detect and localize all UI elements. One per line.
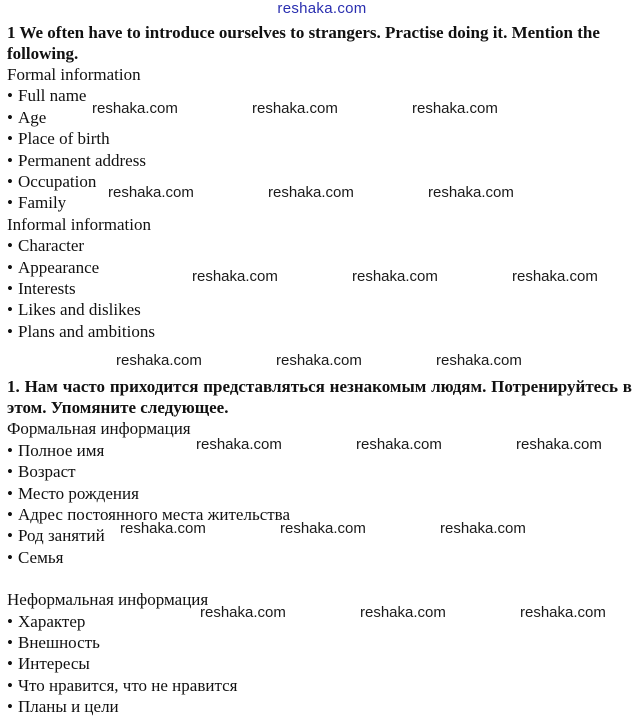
bullet-icon: • xyxy=(7,86,13,106)
bullet-text: Планы и цели xyxy=(18,697,119,717)
bullet-icon: • xyxy=(7,150,13,170)
bullet-item xyxy=(7,547,632,568)
watermark: reshaka.com xyxy=(280,520,366,537)
bullet-icon: • xyxy=(7,462,13,482)
watermark: reshaka.com xyxy=(356,436,442,453)
english-heading: 1 We often have to introduce ourselves to strangers. Practise doing it. Mention the following. xyxy=(7,23,600,63)
bullet-text: Age xyxy=(18,107,47,127)
watermark: reshaka.com xyxy=(512,268,598,285)
bullet-item xyxy=(7,483,632,504)
watermark: reshaka.com xyxy=(428,184,514,201)
bullet-item xyxy=(7,150,632,171)
bullet-icon: • xyxy=(7,526,13,546)
bullet-text: Возраст xyxy=(18,462,76,482)
bullet-text: Full name xyxy=(18,86,87,106)
bullet-icon: • xyxy=(7,654,13,674)
bullet-text: Appearance xyxy=(18,257,100,277)
watermark: reshaka.com xyxy=(192,268,278,285)
bullet-item xyxy=(7,675,632,696)
bullet-icon: • xyxy=(7,193,13,213)
bullet-icon: • xyxy=(7,675,13,695)
russian-formal-list xyxy=(7,440,632,568)
bullet-text: Character xyxy=(18,236,85,256)
watermark: reshaka.com xyxy=(440,520,526,537)
bullet-icon: • xyxy=(7,300,13,320)
bullet-icon: • xyxy=(7,440,13,460)
watermark: reshaka.com xyxy=(196,436,282,453)
bullet-icon: • xyxy=(7,483,13,503)
bullet-text: Род занятий xyxy=(18,526,105,546)
watermark: reshaka.com xyxy=(412,100,498,117)
bullet-icon: • xyxy=(7,236,13,256)
bullet-text: Адрес постоянного места жительства xyxy=(18,504,291,524)
english-informal-list xyxy=(7,235,632,342)
bullet-text: Что нравится, что не нравится xyxy=(18,675,238,695)
bullet-item xyxy=(7,632,632,653)
russian-informal-list xyxy=(7,611,632,718)
watermark: reshaka.com xyxy=(108,184,194,201)
bullet-text: Характер xyxy=(18,611,86,631)
bullet-text: Семья xyxy=(18,547,64,567)
bullet-text: Внешность xyxy=(18,632,100,652)
bullet-icon: • xyxy=(7,697,13,717)
bullet-item xyxy=(7,653,632,674)
russian-heading: 1. Нам часто приходится представляться незнакомым людям. Потренируйтесь в этом. Упомяните следующее. xyxy=(7,377,632,418)
bullet-icon: • xyxy=(7,107,13,127)
bullet-icon: • xyxy=(7,129,13,149)
watermark: reshaka.com xyxy=(520,604,606,621)
bullet-text: Likes and dislikes xyxy=(18,300,141,320)
bullet-text: Occupation xyxy=(18,172,97,192)
watermark: reshaka.com xyxy=(92,100,178,117)
watermark: reshaka.com xyxy=(120,520,206,537)
watermark: reshaka.com xyxy=(268,184,354,201)
bullet-item xyxy=(7,461,632,482)
bullet-text: Family xyxy=(18,193,67,213)
bullet-icon: • xyxy=(7,611,13,631)
bullet-icon: • xyxy=(7,547,13,567)
watermark: reshaka.com xyxy=(200,604,286,621)
watermark: reshaka.com xyxy=(116,352,202,369)
bullet-text: Place of birth xyxy=(18,129,110,149)
formal-info-title: Formal information xyxy=(7,65,141,84)
watermark: reshaka.com xyxy=(360,604,446,621)
bullet-icon: • xyxy=(7,257,13,277)
bullet-item xyxy=(7,128,632,149)
bullet-icon: • xyxy=(7,632,13,652)
informal-info-title-ru: Неформальная информация xyxy=(7,590,209,610)
watermark: reshaka.com xyxy=(436,352,522,369)
informal-info-title: Informal information xyxy=(7,214,151,234)
bullet-text: Место рождения xyxy=(18,483,139,503)
bullet-text: Интересы xyxy=(18,654,90,674)
watermark: reshaka.com xyxy=(276,352,362,369)
bullet-icon: • xyxy=(7,504,13,524)
watermark: reshaka.com xyxy=(352,268,438,285)
bullet-text: Plans and ambitions xyxy=(18,321,155,341)
watermark: reshaka.com xyxy=(252,100,338,117)
bullet-text: Interests xyxy=(18,279,76,299)
bullet-text: Permanent address xyxy=(18,150,146,170)
watermark: reshaka.com xyxy=(516,436,602,453)
header-watermark: reshaka.com xyxy=(277,0,367,17)
bullet-text: Полное имя xyxy=(18,440,105,460)
bullet-item xyxy=(7,321,632,342)
bullet-icon: • xyxy=(7,172,13,192)
bullet-item xyxy=(7,235,632,256)
bullet-icon: • xyxy=(7,279,13,299)
formal-info-title-ru: Формальная информация xyxy=(7,419,191,439)
bullet-item xyxy=(7,299,632,320)
bullet-item xyxy=(7,696,632,717)
bullet-icon: • xyxy=(7,321,13,341)
